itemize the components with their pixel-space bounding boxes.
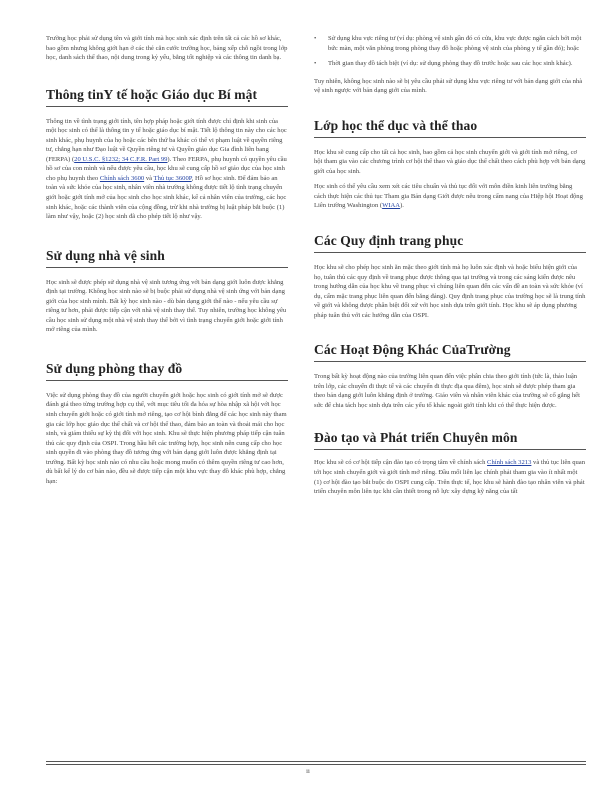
paragraph-text: Học khu sẽ có cơ hội tiếp cận đào tạo có trọng tâm về chính sách: [314, 459, 488, 467]
list-item-text: Thời gian thay đồ tách biệt (ví dụ: sử dụng phòng thay đồ trước hoặc sau các học sinh khác).: [328, 60, 573, 68]
left-column: [46, 34, 288, 486]
dress-code-paragraph: Học khu sẽ cho phép học sinh ăn mặc theo giới tính mà họ luôn xác định và hoặc biểu hiện giới của họ, tuân thủ các quy định về trang phục được thông qua tại trường và trong các sáng kiến được nêu trong hướng dẫn của học khu về trang phục vì chúng liên quan đến các vấn đề an toàn và sức khỏe (ví dụ, cấm mặc trang phục liên quan đến băng đảng). Quy định trang phục của trường học sẽ là trung tính về giới và không được phân biệt đối xử với học sinh dựa trên giới tính. Học khu sẽ áp dụng phương pháp tuân thủ với các hướng dẫn của OSPI.: [314, 264, 586, 319]
list-item: [314, 59, 586, 69]
section-title-confidential-info: Thông tinY tế hoặc Giáo dục Bí mật: [46, 86, 258, 102]
policy-3213-link[interactable]: Chính sách 3213: [487, 459, 532, 467]
other-activities-paragraph: Trong bất kỳ hoạt động nào của trường liên quan đến việc phân chia theo giới tính (tức là, thảo luận trên lớp, các chuyến đi thực tế và các chuyến đi thực địa qua đêm), học sinh sẽ được phép tham gia theo bản dạng giới luôn khẳng định ở trường. Giáo viên và nhân viên khác của trường sẽ cố gắng hết sức để chia tách học sinh dựa trên các yếu tố khác ngoài giới tính khi có thể thực hiện được.: [314, 373, 580, 409]
procedure-3600p-link[interactable]: Thủ tục 3600P: [153, 174, 192, 182]
restroom-paragraph: Học sinh sẽ được phép sử dụng nhà vệ sinh tương ứng với bản dạng giới luôn được khẳng định tại trường. Không học sinh nào sẽ bị buộc phải sử dụng nhà vệ sinh ứng với bản dạng giới của học sinh mình. Bất kỳ học sinh nào - dù bản dạng giới thế nào - nếu yêu cầu sự riêng tư hơn, phải được tiếp cận với nhà vệ sinh thay thế. Tuy nhiên, trường học không yêu cầu học sinh sử dụng một nhà vệ sinh thay thế bởi vì tình trạng chuyển giới hoặc giới tính mở riêng của mình.: [46, 278, 287, 334]
after-bullets-paragraph: Tuy nhiên, không học sinh nào sẽ bị yêu cầu phải sử dụng khu vực riêng tư với bản dạng giới của nhà vệ sinh ngược với bản dạng giới của mình.: [314, 77, 583, 95]
confidential-info-paragraph: [46, 117, 288, 222]
paragraph-text: , Hồ sơ học sinh. Để đảm bảo an toàn và sức khỏe của học sinh, nhân viên nhà trường không được tiết lộ tình trạng chuyển giới hoặc giới tính mở của học sinh cho học sinh khác, kể cả nhân viên của trường, các học sinh khác, hoặc các thành viên của cộng đồng, trừ khi nhà trường bị luật pháp bắt buộc (1) làm như vậy, hoặc (2) học sinh đã cho phép tiết lộ như vậy.: [46, 174, 287, 221]
page-number: ii: [306, 768, 310, 775]
policy-3600-link[interactable]: Chính sách 3600: [99, 174, 145, 182]
section-title-pe-athletics: Lớp học thể dục và thể thao: [314, 117, 478, 133]
footer-rule-bottom: [46, 764, 586, 765]
list-item-text: Sử dụng khu vực riêng tư (ví dụ: phòng vệ sinh gần đó có cửa, khu vực được ngăn cách bởi một bức màn, một văn phòng trong phòng thay đồ hoặc phòng vệ sinh của phòng y tế gần đó); hoặc: [328, 35, 582, 52]
paragraph-text: Học sinh có thể yêu cầu xem xét các tiêu chuẩn và thủ tục đối với môn điền kinh liên trường bằng cách thực hiện các thủ tục Tham gia Bản dạng Giới được nêu trong cẩm nang của Hiệp hội Hoạt động Liên trường Washington (: [314, 183, 583, 210]
right-column: [314, 34, 586, 497]
page-footer: [46, 761, 586, 765]
locker-room-paragraph: Việc sử dụng phòng thay đồ của người chuyển giới hoặc học sinh có giới tính mở sẽ được đánh giá theo từng trường hợp cụ thể, với mục tiêu tối đa hóa sự hòa nhập xã hội với học sinh chuyển giới hoặc có giới tính mở riêng, tạo cơ hội bình đẳng để các học sinh này tham gia các lớp học giáo dục thể chất và cơ hội thể thao, đảm bảo an toàn và thoải mái cho học sinh, và giảm thiểu sự kỳ thị đối với học sinh. Khu sẽ thực hiện phương pháp tiếp cận tuân thủ các quy định của OSPI. Trong hầu hết các trường hợp, học sinh nên cung cấp cho học sinh quyền đi vào phòng thay đồ tương ứng với bản dạng giới luôn được khẳng định tại trường. Bất kỳ học sinh nào có nhu cầu hoặc mong muốn có thêm quyền riêng tư cao hơn, dù bất kể lý do cơ bản nào, đều sẽ được tiếp cận một khu vực thay đồ khác phù hợp, chẳng hạn:: [46, 391, 287, 485]
section-title-dress-code: Các Quy định trang phục: [314, 233, 464, 249]
bullet-marker: •: [314, 35, 317, 42]
paragraph-text: và: [144, 174, 154, 182]
section-title-locker-room: Sử dụng phòng thay đồ: [46, 360, 183, 376]
training-paragraph: [314, 458, 586, 496]
section-title-training: Đào tạo và Phát triển Chuyên môn: [314, 430, 518, 446]
paragraph-text: ).: [400, 202, 404, 210]
paragraph-text: và thủ tục liên quan tới học sinh chuyển giới và giới tính mở riêng. Đầu mối liên lạc chính phải tham gia vào ít nhất một (1) cơ hội đào tạo bắt buộc do OSPI cung cấp. Trên thực tế, học khu sẽ hành đào tạo nhân viên và phát triển chuyên môn liên tục khi cần thiết trong nỗ lực xây dựng kỹ năng của tất: [314, 459, 586, 496]
footer-rule-top: [46, 761, 586, 762]
section-title-other-activities: Các Hoạt Động Khác CủaTrường: [314, 342, 511, 358]
paragraph-text: ). Theo FERPA, phụ huynh có quyền yêu cầu hồ sơ của con mình và nếu được yêu cầu, học khu sẽ cung cấp hồ sơ giáo dục của học sinh cho phụ huynh theo: [46, 155, 287, 182]
wiaa-paragraph: [314, 182, 586, 211]
wiaa-link[interactable]: WIAA: [382, 202, 401, 210]
intro-paragraph: Trường học phải sử dụng tên và giới tính mà học sinh xác định trên tất cả các hồ sơ khác, bao gồm nhưng không giới hạn ở các thẻ căn cước trường học, bảng xếp chỗ ngồi trong lớp học, danh sách thể thao, nội dung trong kỷ yếu, bằng tốt nghiệp và các thông tin danh bạ.: [46, 35, 288, 62]
ferpa-citation-link[interactable]: 20 U.S.C. §1232; 34 C.F.R. Part 99: [74, 155, 168, 163]
paragraph-text: Thông tin về tình trạng giới tính, tên hợp pháp hoặc giới tính được chỉ định khi sinh của một học sinh có thể là thông tin y tế hoặc giáo dục bí mật. Tiết lộ thông tin này cho các học sinh khác, phụ huynh của họ hoặc các bên thứ ba khác có thể vi phạm luật về quyền riêng tư, chẳng hạn như Đạo luật về Quyền riêng tư và Quyền giáo dục Gia đình liên bang (FERPA) (: [46, 117, 287, 163]
list-item: [314, 34, 586, 53]
bullet-marker: •: [314, 60, 317, 68]
pe-paragraph: Học khu sẽ cung cấp cho tất cả học sinh, bao gồm cả học sinh chuyển giới và giới tính mở riêng, cơ hội tham gia vào các chương trình cơ hội thể thao và giáo dục thể chất theo cách phù hợp với bản dạng giới của học sinh.: [314, 148, 586, 175]
section-title-restroom: Sử dụng nhà vệ sinh: [46, 247, 165, 263]
